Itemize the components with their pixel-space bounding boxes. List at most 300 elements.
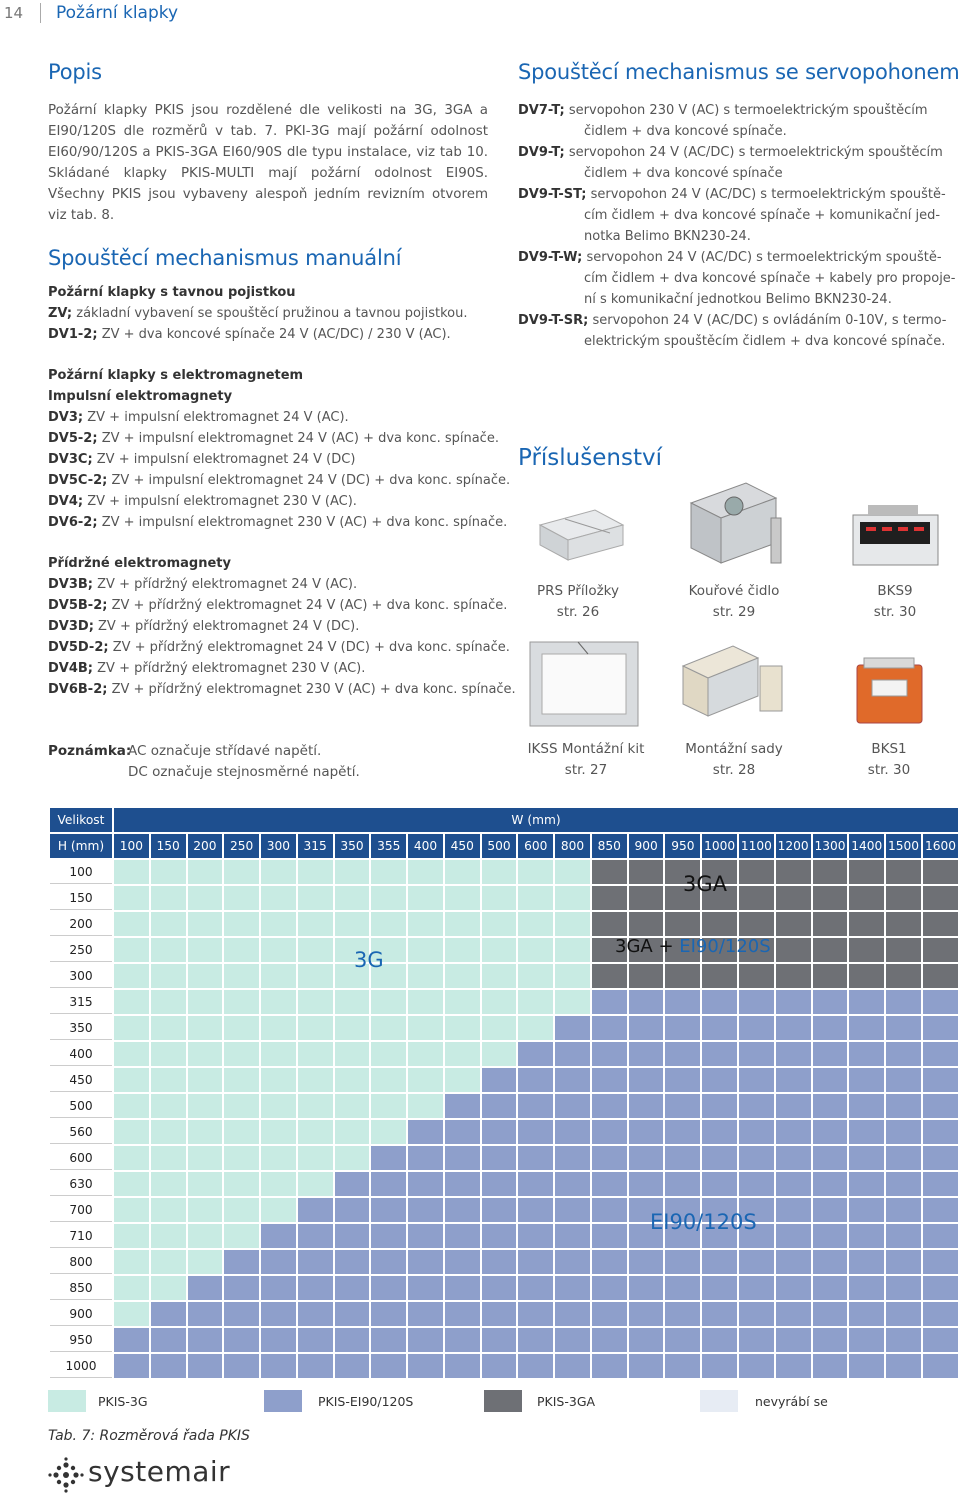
width-header: 315	[298, 834, 333, 858]
size-cell	[555, 1198, 590, 1222]
size-cell	[114, 990, 149, 1014]
size-cell	[849, 1328, 884, 1352]
size-cell	[261, 1094, 296, 1118]
size-cell	[518, 912, 553, 936]
width-header: 1200	[776, 834, 811, 858]
size-cell	[813, 1172, 848, 1196]
size-cell	[298, 1198, 333, 1222]
size-cell	[114, 1224, 149, 1248]
table-header-row	[50, 808, 958, 832]
size-cell	[629, 860, 664, 884]
table-row	[50, 1224, 958, 1248]
accessory-caption: Kouřové čidlo str. 29	[688, 583, 780, 620]
size-cell	[188, 860, 223, 884]
size-cell	[776, 860, 811, 884]
h-label: H (mm)	[50, 834, 112, 858]
impulse-line: DV3; ZV + impulsní elektromagnet 24 V (AC).	[48, 410, 349, 425]
size-cell	[555, 990, 590, 1014]
size-cell	[445, 1198, 480, 1222]
size-cell	[151, 1250, 186, 1274]
size-cell	[151, 1094, 186, 1118]
popis-heading: Popis	[48, 60, 102, 84]
size-cell	[371, 1172, 406, 1196]
size-cell	[592, 886, 627, 910]
table-row	[50, 1016, 958, 1040]
size-cell	[813, 1146, 848, 1170]
size-cell	[518, 1146, 553, 1170]
height-header: 300	[50, 964, 112, 988]
size-cell	[114, 1250, 149, 1274]
size-cell	[224, 1224, 259, 1248]
size-cell	[114, 912, 149, 936]
size-cell	[261, 964, 296, 988]
size-cell	[555, 1224, 590, 1248]
size-cell	[739, 1068, 774, 1092]
size-cell	[371, 860, 406, 884]
size-cell	[335, 1042, 370, 1066]
impulse-line: DV6-2; ZV + impulsní elektromagnet 230 V (AC) + dva konc. spínače.	[48, 515, 508, 530]
size-cell	[776, 912, 811, 936]
size-cell	[298, 1146, 333, 1170]
height-header: 350	[50, 1016, 112, 1040]
table-row	[50, 912, 958, 936]
size-cell	[482, 1042, 517, 1066]
accessory-caption: BKS9 str. 30	[873, 583, 917, 620]
width-header: 350	[335, 834, 370, 858]
ikss-image	[528, 640, 640, 728]
region-label-ei: EI90/120S	[650, 1210, 757, 1234]
size-cell	[408, 1276, 443, 1300]
size-cell	[445, 1354, 480, 1378]
impulse-heading: Impulsní elektromagnety	[48, 389, 233, 404]
height-header: 150	[50, 886, 112, 910]
size-cell	[445, 860, 480, 884]
size-cell	[445, 912, 480, 936]
size-cell	[739, 860, 774, 884]
size-cell	[665, 990, 700, 1014]
size-cell	[592, 1224, 627, 1248]
size-cell	[665, 1302, 700, 1326]
size-cell	[261, 886, 296, 910]
size-cell	[923, 1016, 958, 1040]
impulse-line: DV4; ZV + impulsní elektromagnet 230 V (AC).	[48, 494, 357, 509]
size-cell	[849, 1172, 884, 1196]
size-cell	[114, 1354, 149, 1378]
size-cell	[702, 1328, 737, 1352]
size-cell	[629, 1276, 664, 1300]
size-cell	[629, 1328, 664, 1352]
size-cell	[923, 1250, 958, 1274]
size-cell	[849, 1224, 884, 1248]
size-cell	[335, 1224, 370, 1248]
table-row	[50, 1146, 958, 1170]
size-cell	[702, 990, 737, 1014]
size-cell	[923, 1172, 958, 1196]
size-cell	[702, 1016, 737, 1040]
size-cell	[224, 1068, 259, 1092]
table-row	[50, 1120, 958, 1144]
size-cell	[702, 1146, 737, 1170]
manual-subheading: Požární klapky s tavnou pojistkou	[48, 285, 296, 300]
size-cell	[739, 964, 774, 988]
width-header: 300	[261, 834, 296, 858]
size-cell	[371, 886, 406, 910]
size-cell	[739, 912, 774, 936]
size-cell	[151, 1016, 186, 1040]
size-cell	[923, 1042, 958, 1066]
bks1-image	[852, 655, 932, 730]
size-cell	[886, 1042, 921, 1066]
hold-line: DV4B; ZV + přídržný elektromagnet 230 V (AC).	[48, 661, 366, 676]
size-cell	[702, 1302, 737, 1326]
prs-image	[535, 505, 625, 565]
legend-swatch-ei	[264, 1390, 302, 1412]
size-cell	[298, 1172, 333, 1196]
size-cell	[445, 1120, 480, 1144]
size-cell	[629, 1172, 664, 1196]
size-cell	[592, 860, 627, 884]
size-cell	[371, 1146, 406, 1170]
size-cell	[371, 1302, 406, 1326]
size-cell	[886, 886, 921, 910]
size-cell	[445, 1302, 480, 1326]
size-cell	[114, 1198, 149, 1222]
size-cell	[702, 1172, 737, 1196]
height-header: 850	[50, 1276, 112, 1300]
size-cell	[261, 1198, 296, 1222]
size-cell	[408, 938, 443, 962]
size-cell	[482, 1094, 517, 1118]
size-cell	[739, 1016, 774, 1040]
size-cell	[408, 1302, 443, 1326]
size-cell	[629, 886, 664, 910]
size-cell	[813, 1042, 848, 1066]
note-line: AC označuje střídavé napětí.	[128, 743, 322, 759]
size-cell	[555, 1016, 590, 1040]
size-cell	[813, 1094, 848, 1118]
size-cell	[298, 990, 333, 1014]
size-cell	[261, 1302, 296, 1326]
size-cell	[849, 1120, 884, 1144]
size-cell	[849, 1016, 884, 1040]
size-cell	[776, 886, 811, 910]
size-cell	[518, 1016, 553, 1040]
size-cell	[335, 1302, 370, 1326]
size-cell	[482, 1302, 517, 1326]
width-header: 1100	[739, 834, 774, 858]
w-label: W (mm)	[114, 808, 958, 832]
size-cell	[518, 860, 553, 884]
height-header: 500	[50, 1094, 112, 1118]
size-cell	[518, 1120, 553, 1144]
width-header: 900	[629, 834, 664, 858]
size-cell	[408, 1042, 443, 1066]
width-header: 1300	[813, 834, 848, 858]
size-cell	[555, 964, 590, 988]
size-cell	[849, 912, 884, 936]
size-cell	[886, 1354, 921, 1378]
size-cell	[261, 1354, 296, 1378]
size-cell	[224, 886, 259, 910]
size-cell	[886, 1276, 921, 1300]
size-cell	[114, 1120, 149, 1144]
size-cell	[592, 1250, 627, 1274]
size-cell	[371, 1354, 406, 1378]
table-row	[50, 1250, 958, 1274]
size-cell	[592, 1016, 627, 1040]
size-cell	[335, 860, 370, 884]
size-cell	[813, 938, 848, 962]
region-label-3ga-ei: 3GA + EI90/120S	[615, 936, 771, 957]
size-cell	[408, 1172, 443, 1196]
height-header: 900	[50, 1302, 112, 1326]
size-cell	[482, 1250, 517, 1274]
table-row	[50, 990, 958, 1014]
size-cell	[923, 1276, 958, 1300]
height-header: 315	[50, 990, 112, 1014]
right-column	[518, 60, 958, 352]
size-cell	[813, 1328, 848, 1352]
size-cell	[849, 1068, 884, 1092]
size-cell	[298, 1224, 333, 1248]
size-cell	[408, 1198, 443, 1222]
size-cell	[114, 886, 149, 910]
size-cell	[224, 1146, 259, 1170]
size-cell	[849, 886, 884, 910]
size-cell	[776, 1094, 811, 1118]
size-cell	[298, 1354, 333, 1378]
size-cell	[188, 912, 223, 936]
size-cell	[298, 1276, 333, 1300]
size-cell	[665, 964, 700, 988]
size-cell	[629, 1302, 664, 1326]
size-cell	[371, 1120, 406, 1144]
width-header: 100	[114, 834, 149, 858]
size-cell	[629, 964, 664, 988]
size-cell	[298, 1042, 333, 1066]
size-cell	[335, 912, 370, 936]
size-cell	[555, 1276, 590, 1300]
size-cell	[151, 1198, 186, 1222]
size-cell	[776, 938, 811, 962]
table-row	[50, 886, 958, 910]
size-cell	[629, 1120, 664, 1144]
size-cell	[261, 860, 296, 884]
size-cell	[555, 1302, 590, 1326]
size-cell	[445, 1172, 480, 1196]
size-cell	[224, 964, 259, 988]
size-cell	[445, 964, 480, 988]
size-cell	[518, 1224, 553, 1248]
hold-line: DV6B-2; ZV + přídržný elektromagnet 230 V (AC) + dva konc. spínače.	[48, 682, 516, 697]
size-cell	[408, 1354, 443, 1378]
size-cell	[555, 1172, 590, 1196]
note	[48, 741, 360, 783]
size-cell	[151, 886, 186, 910]
height-header: 450	[50, 1068, 112, 1092]
size-cell	[188, 1328, 223, 1352]
size-cell	[886, 1094, 921, 1118]
size-cell	[702, 1276, 737, 1300]
size-cell	[518, 1302, 553, 1326]
hold-heading: Přídržné elektromagnety	[48, 556, 231, 571]
width-header: 400	[408, 834, 443, 858]
smoke-detector-image	[676, 478, 786, 573]
size-cell	[261, 1042, 296, 1066]
region-label-3g: 3G	[354, 948, 384, 972]
size-cell	[776, 1276, 811, 1300]
size-cell	[886, 990, 921, 1014]
size-cell	[482, 990, 517, 1014]
width-header: 850	[592, 834, 627, 858]
size-cell	[335, 1120, 370, 1144]
size-cell	[261, 1250, 296, 1274]
size-cell	[188, 1276, 223, 1300]
size-cell	[886, 1302, 921, 1326]
size-cell	[739, 1172, 774, 1196]
size-cell	[886, 912, 921, 936]
size-cell	[629, 1146, 664, 1170]
size-cell	[482, 1276, 517, 1300]
size-cell	[261, 1172, 296, 1196]
size-cell	[371, 1068, 406, 1092]
note-label: Poznámka:	[48, 743, 132, 759]
size-cell	[776, 964, 811, 988]
size-cell	[849, 1302, 884, 1326]
size-cell	[151, 1302, 186, 1326]
size-cell	[923, 1146, 958, 1170]
size-cell	[592, 1146, 627, 1170]
width-header: 1500	[886, 834, 921, 858]
height-header: 600	[50, 1146, 112, 1170]
size-cell	[151, 964, 186, 988]
size-cell	[335, 1146, 370, 1170]
size-cell	[261, 1146, 296, 1170]
size-cell	[224, 1016, 259, 1040]
size-cell	[151, 990, 186, 1014]
size-cell	[335, 990, 370, 1014]
size-cell	[261, 1328, 296, 1352]
size-cell	[151, 1042, 186, 1066]
servo-item: DV9-T-ST; servopohon 24 V (AC/DC) s termoelektrickým spouště- cím čidlem + dva koncové spínače + komunikační jed- notka Belimo BKN230-24.	[518, 187, 946, 244]
size-cell	[261, 1016, 296, 1040]
table-row	[50, 860, 958, 884]
size-cell	[335, 1354, 370, 1378]
size-cell	[151, 1068, 186, 1092]
size-cell	[702, 964, 737, 988]
size-cell	[776, 1146, 811, 1170]
height-header: 630	[50, 1172, 112, 1196]
size-cell	[592, 1354, 627, 1378]
servo-item: DV9-T-W; servopohon 24 V (AC/DC) s termoelektrickým spouště- cím čidlem + dva koncové spínače + kabely pro propoje- ní s komunikační jednotkou Belimo BKN230-24.	[518, 250, 956, 307]
accessory-caption: Montážní sady str. 28	[685, 741, 783, 778]
size-cell	[518, 1068, 553, 1092]
height-header: 800	[50, 1250, 112, 1274]
size-cell	[188, 1016, 223, 1040]
size-cell	[298, 1068, 333, 1092]
size-cell	[592, 1094, 627, 1118]
legend-swatch-3ga	[484, 1390, 522, 1412]
size-cell	[188, 1042, 223, 1066]
width-header: 355	[371, 834, 406, 858]
size-cell	[592, 964, 627, 988]
height-header: 560	[50, 1120, 112, 1144]
size-cell	[813, 1276, 848, 1300]
size-cell	[518, 938, 553, 962]
size-cell	[445, 1094, 480, 1118]
size-cell	[923, 860, 958, 884]
size-cell	[702, 1094, 737, 1118]
size-cell	[592, 912, 627, 936]
size-cell	[849, 860, 884, 884]
size-cell	[776, 1328, 811, 1352]
size-cell	[335, 886, 370, 910]
servo-item: DV7-T; servopohon 230 V (AC) s termoelektrickým spouštěcím čidlem + dva koncové spínače.	[518, 103, 928, 139]
size-cell	[518, 990, 553, 1014]
size-cell	[886, 938, 921, 962]
table-row	[50, 938, 958, 962]
size-cell	[739, 1328, 774, 1352]
size-cell	[813, 860, 848, 884]
size-cell	[224, 1094, 259, 1118]
size-cell	[445, 1016, 480, 1040]
size-cell	[849, 1250, 884, 1274]
legend-swatch-none	[700, 1390, 738, 1412]
size-cell	[371, 1276, 406, 1300]
height-header: 950	[50, 1328, 112, 1352]
size-cell	[849, 1042, 884, 1066]
table-row	[50, 1198, 958, 1222]
size-cell	[482, 860, 517, 884]
size-label: Velikost	[50, 808, 112, 832]
page-header	[0, 0, 960, 30]
size-cell	[335, 1172, 370, 1196]
size-cell	[629, 1250, 664, 1274]
size-cell	[114, 1042, 149, 1066]
size-cell	[371, 1198, 406, 1222]
table-caption: Tab. 7: Rozměrová řada PKIS	[48, 1428, 250, 1444]
legend-label: PKIS-EI90/120S	[318, 1394, 414, 1409]
size-cell	[298, 1328, 333, 1352]
size-cell	[518, 1250, 553, 1274]
size-cell	[592, 1042, 627, 1066]
size-cell	[114, 1016, 149, 1040]
height-header: 250	[50, 938, 112, 962]
size-cell	[739, 886, 774, 910]
size-cell	[445, 886, 480, 910]
size-cell	[224, 938, 259, 962]
size-cell	[261, 1224, 296, 1248]
size-cell	[923, 912, 958, 936]
size-cell	[886, 1328, 921, 1352]
accessory-caption: PRS Příložky str. 26	[536, 583, 619, 620]
size-cell	[408, 1016, 443, 1040]
size-cell	[408, 990, 443, 1014]
width-header: 950	[665, 834, 700, 858]
height-header: 1000	[50, 1354, 112, 1378]
size-cell	[739, 1250, 774, 1274]
size-cell	[151, 1120, 186, 1144]
size-cell	[224, 1250, 259, 1274]
table-row	[50, 1172, 958, 1196]
height-header: 700	[50, 1198, 112, 1222]
servo-item: DV9-T; servopohon 24 V (AC/DC) s termoelektrickým spouštěcím čidlem + dva koncové spínače	[518, 145, 943, 181]
size-cell	[592, 1328, 627, 1352]
size-cell	[445, 1250, 480, 1274]
size-cell	[114, 1146, 149, 1170]
size-cell	[371, 1042, 406, 1066]
size-cell	[776, 1224, 811, 1248]
